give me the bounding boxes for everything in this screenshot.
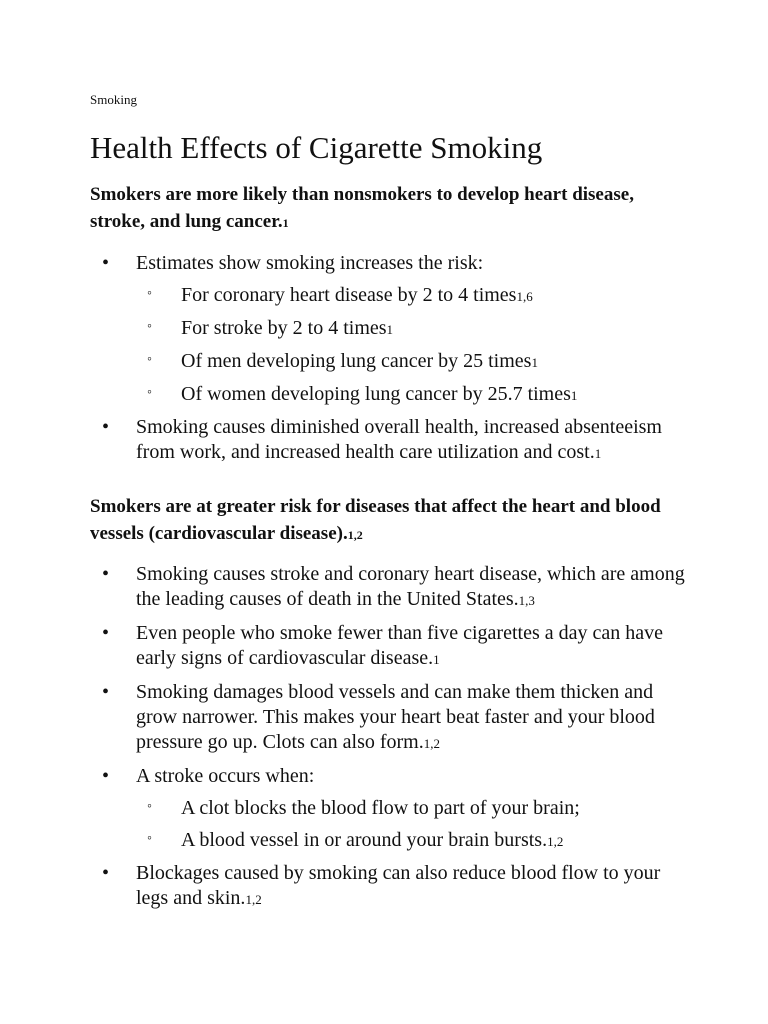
- sub-list-item: [90, 283, 690, 309]
- list-item-text: Smoking damages blood vessels and can make them thicken and grow narrower. This makes your heart beat faster and your blood pressure go up. Clots can also form.: [136, 681, 655, 753]
- bullet-icon: •: [102, 765, 110, 787]
- list-item: [90, 415, 690, 466]
- sub-list: [136, 796, 690, 854]
- sub-list-item-text: For stroke by 2 to 4 times: [181, 317, 387, 339]
- list-item-text: Blockages caused by smoking can also reduce blood flow to your legs and skin.: [136, 862, 661, 909]
- circle-bullet-icon: ◦: [147, 286, 152, 301]
- citation-ref: 1,6: [516, 289, 533, 304]
- citation-ref: 1: [531, 355, 538, 370]
- list-item: [90, 251, 690, 408]
- sub-list-item: [90, 349, 690, 375]
- citation-ref: 1,3: [518, 593, 535, 608]
- sub-list-item-text: Of women developing lung cancer by 25.7 times: [181, 383, 571, 405]
- list-item: [90, 680, 690, 756]
- circle-bullet-icon: ◦: [147, 831, 152, 846]
- bullet-icon: •: [102, 622, 110, 644]
- list-item: [90, 621, 690, 672]
- sub-list-item-text: For coronary heart disease by 2 to 4 times: [181, 284, 517, 306]
- citation-ref: 1: [570, 388, 578, 403]
- citation-ref: 1: [433, 652, 440, 667]
- circle-bullet-icon: ◦: [147, 799, 152, 814]
- citation-ref: 1: [386, 322, 394, 337]
- bullet-icon: •: [102, 252, 110, 274]
- citation-ref: 1,2: [547, 834, 564, 849]
- citation-ref: 1,2: [347, 528, 363, 542]
- section-heading-text: Smokers are at greater risk for diseases that affect the heart and blood vessels (cardiovascular disease).: [90, 496, 661, 544]
- section-heading-text: Smokers are more likely than nonsmokers to develop heart disease, stroke, and lung cancer.: [90, 184, 634, 232]
- sub-list-item-text: A blood vessel in or around your brain bursts.: [181, 829, 548, 851]
- sub-list-item-text: A clot blocks the blood flow to part of your brain;: [181, 797, 580, 819]
- bullet-icon: •: [102, 416, 110, 438]
- bullet-icon: •: [102, 563, 110, 585]
- list-item: [90, 562, 690, 613]
- list-item-text: Even people who smoke fewer than five cigarettes a day can have early signs of cardiovascular disease.: [136, 622, 663, 669]
- circle-bullet-icon: ◦: [147, 385, 152, 400]
- citation-ref: 1: [282, 216, 289, 230]
- list-item: [90, 861, 690, 912]
- bullet-icon: •: [102, 681, 110, 703]
- bullet-list: [90, 251, 690, 466]
- sub-list-item: [90, 796, 690, 821]
- list-item-text: Smoking causes diminished overall health, increased absenteeism from work, and increased health care utilization and cost.: [136, 416, 662, 463]
- citation-ref: 1: [594, 446, 602, 461]
- breadcrumb[interactable]: Smoking: [90, 92, 137, 107]
- citation-ref: 1,2: [423, 736, 440, 751]
- list-item: [90, 764, 690, 854]
- sub-list-item: [90, 828, 690, 854]
- page-title: Health Effects of Cigarette Smoking: [90, 130, 543, 165]
- citation-ref: 1,2: [245, 892, 262, 907]
- sub-list-item: [90, 316, 690, 342]
- bullet-icon: •: [102, 862, 110, 884]
- list-item-text: Smoking causes stroke and coronary heart disease, which are among the leading causes of death in the United States.: [136, 563, 685, 610]
- list-item-text: A stroke occurs when:: [136, 765, 315, 787]
- section-heading: [90, 181, 690, 237]
- sub-list-item: [90, 382, 690, 408]
- list-item-text: Estimates show smoking increases the risk:: [136, 252, 484, 274]
- circle-bullet-icon: ◦: [147, 352, 152, 367]
- sub-list-item-text: Of men developing lung cancer by 25 times: [181, 350, 532, 372]
- section-heading: [90, 493, 690, 549]
- bullet-list: [90, 562, 690, 912]
- sub-list: [136, 283, 690, 408]
- circle-bullet-icon: ◦: [147, 319, 152, 334]
